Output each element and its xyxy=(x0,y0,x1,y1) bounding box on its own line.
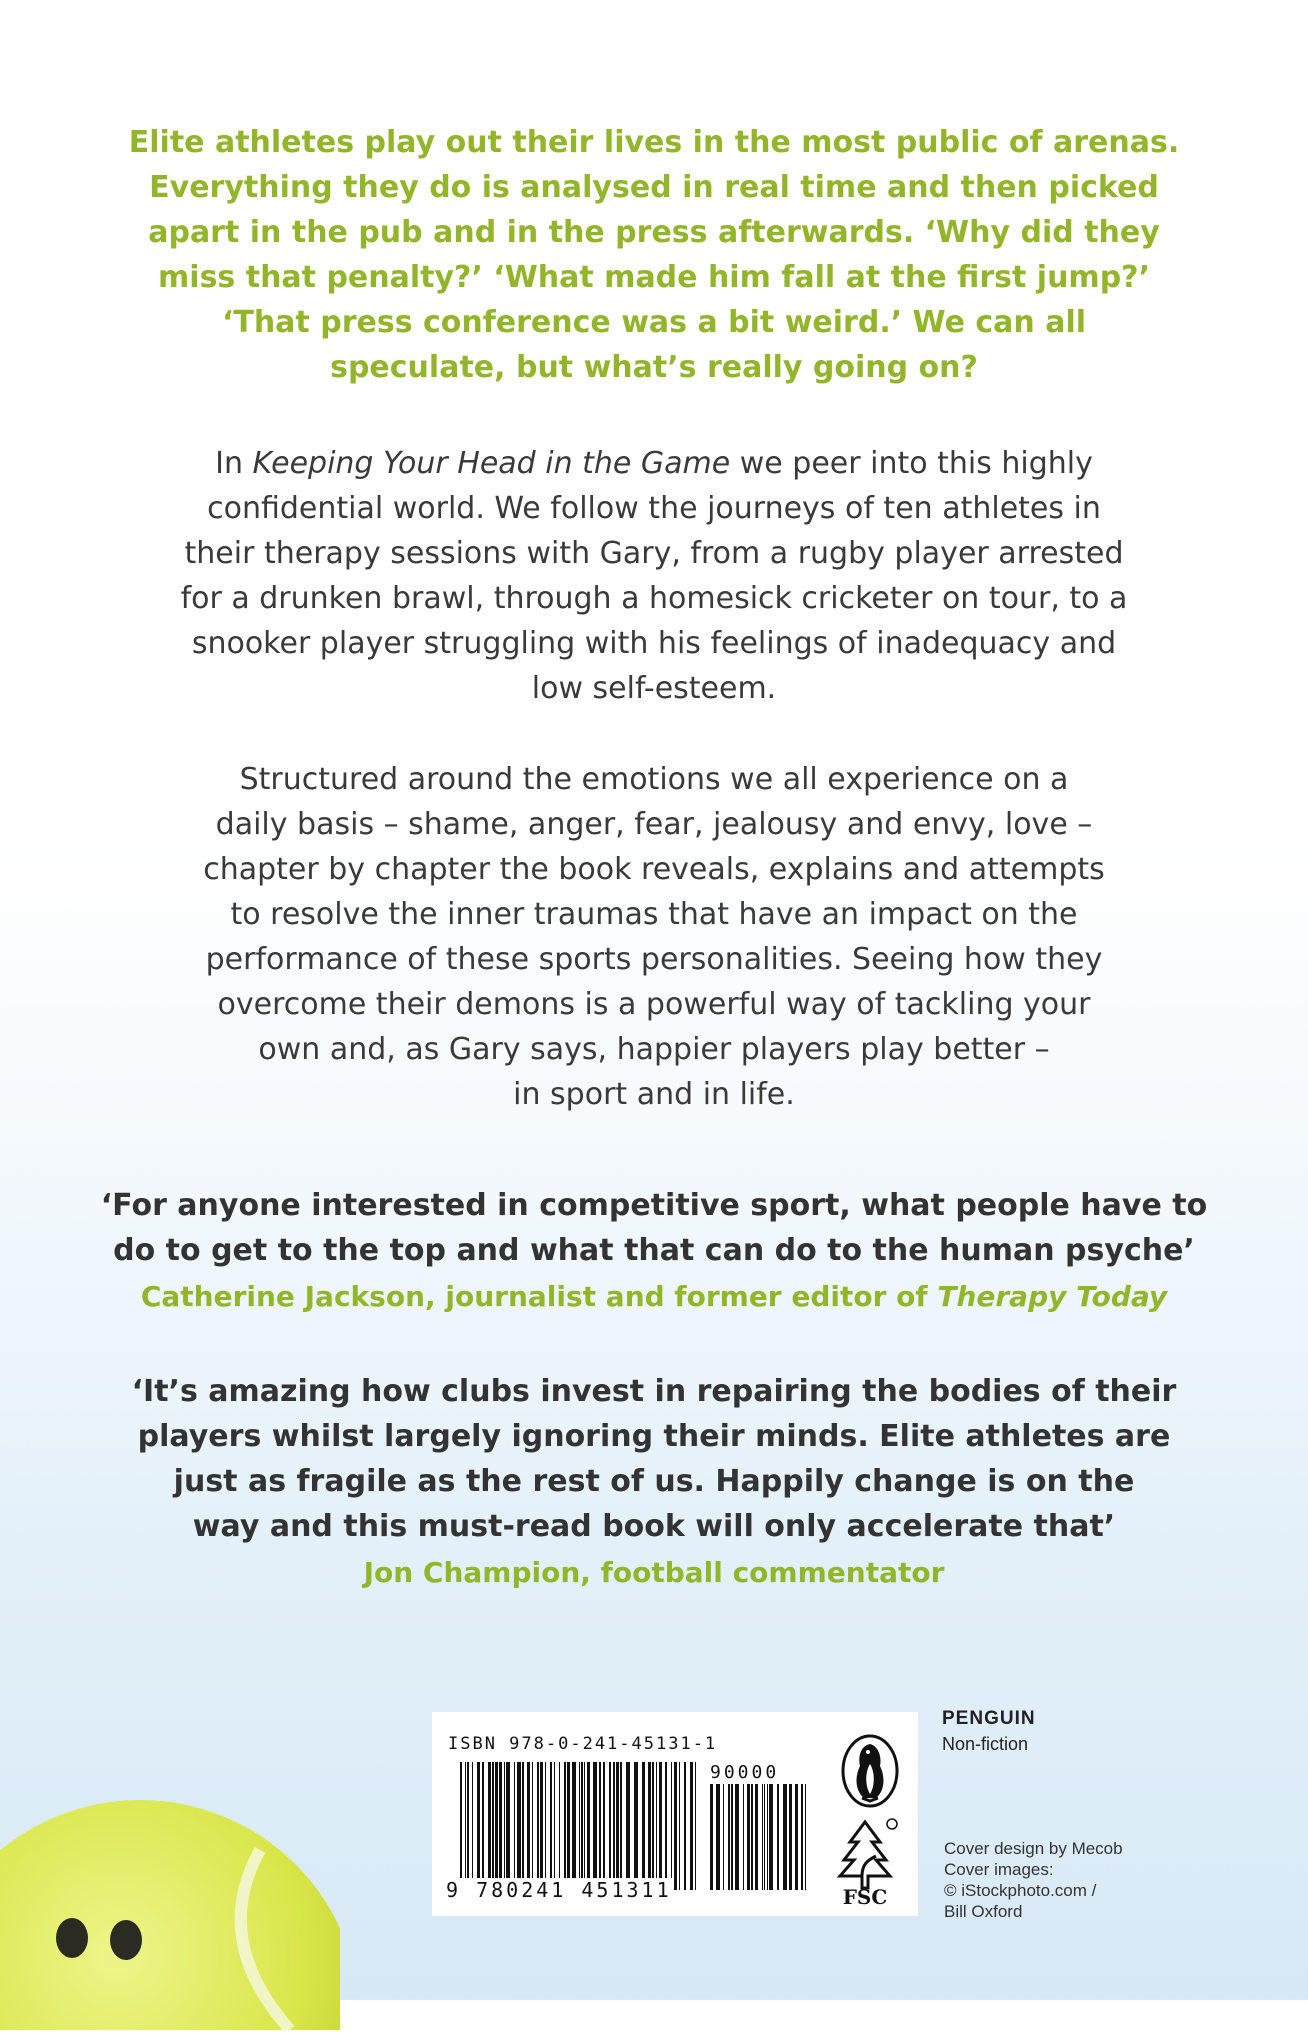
barcode-stripe xyxy=(581,1762,583,1890)
quote-line: way and this must-read book will only accelerate that’ xyxy=(192,1509,1116,1544)
barcode-stripe xyxy=(801,1784,803,1890)
barcode-stripe xyxy=(492,1762,494,1890)
quote-line: ‘For anyone interested in competitive sport, what people have to xyxy=(100,1188,1208,1223)
barcode-stripe xyxy=(495,1762,498,1890)
barcode-stripe xyxy=(783,1784,787,1890)
barcode-stripe xyxy=(764,1784,765,1890)
barcode-stripe xyxy=(537,1762,539,1890)
barcode-stripe xyxy=(472,1762,473,1890)
barcode-stripe xyxy=(659,1762,662,1890)
barcode-stripe xyxy=(554,1762,555,1890)
barcode-stripe xyxy=(777,1784,779,1890)
barcode-stripe xyxy=(671,1762,672,1890)
barcode-stripe xyxy=(567,1762,570,1890)
text-fragment: we peer into this highly xyxy=(730,446,1093,481)
cover-credits xyxy=(944,1838,1123,1922)
quote-line: do to get to the top and what that can do to the human psyche’ xyxy=(113,1233,1195,1268)
lead-paragraph xyxy=(0,120,1308,390)
quote-line: just as fragile as the rest of us. Happily change is on the xyxy=(173,1464,1135,1499)
barcode-panel xyxy=(432,1712,918,1916)
barcode-stripe xyxy=(795,1784,798,1890)
body-line: to resolve the inner traumas that have an impact on the xyxy=(230,897,1078,932)
barcode-stripe xyxy=(609,1762,611,1890)
barcode-stripe xyxy=(506,1762,510,1890)
publisher-imprint xyxy=(942,1708,1036,1755)
price-barcode xyxy=(710,1784,806,1890)
barcode-stripe xyxy=(482,1762,484,1890)
barcode-stripe xyxy=(504,1762,505,1890)
barcode-stripe xyxy=(467,1762,469,1890)
attribution-text: Catherine Jackson, journalist and former editor of xyxy=(140,1280,938,1313)
lead-line: Everything they do is analysed in real time and then picked xyxy=(149,170,1159,205)
lead-line: ‘That press conference was a bit weird.’ We can all xyxy=(221,305,1087,340)
barcode-stripe xyxy=(789,1784,792,1890)
text-fragment: In xyxy=(215,446,253,481)
barcode-stripe xyxy=(613,1762,615,1890)
barcode-stripe xyxy=(674,1762,677,1890)
barcode-stripe xyxy=(550,1762,552,1890)
barcode-stripe xyxy=(684,1762,686,1890)
barcode-stripe xyxy=(665,1762,667,1890)
barcode-stripe xyxy=(545,1762,546,1890)
barcode-stripe xyxy=(564,1762,566,1890)
lead-line: Elite athletes play out their lives in the most public of arenas. xyxy=(128,125,1180,160)
quote-attribution: Jon Champion, football commentator xyxy=(363,1556,945,1589)
barcode-stripe xyxy=(559,1762,560,1890)
barcode-stripe xyxy=(488,1762,491,1890)
body-line: overcome their demons is a powerful way of tackling your xyxy=(217,987,1091,1022)
barcode-stripe xyxy=(634,1762,638,1890)
barcode-stripe xyxy=(747,1784,750,1890)
barcode-stripe xyxy=(695,1762,696,1890)
body-line: own and, as Gary says, happier players play better – xyxy=(258,1032,1050,1067)
tennis-ball-image xyxy=(0,1790,340,2034)
body-line: Structured around the emotions we all experience on a xyxy=(239,762,1069,797)
credit-line: Cover images: xyxy=(944,1860,1054,1879)
barcode-stripe xyxy=(723,1784,724,1890)
body-line: their therapy sessions with Gary, from a rugby player arrested xyxy=(184,536,1124,571)
barcode-stripe xyxy=(522,1762,524,1890)
review-quote-1 xyxy=(0,1183,1308,1317)
barcode-stripe xyxy=(579,1762,580,1890)
barcode-stripe xyxy=(593,1762,597,1890)
body-line xyxy=(0,441,1308,486)
body-line: chapter by chapter the book reveals, explains and attempts xyxy=(203,852,1105,887)
barcode-stripe xyxy=(769,1784,773,1890)
quote-line: players whilst largely ignoring their minds. Elite athletes are xyxy=(137,1419,1171,1454)
body-line: confidential world. We follow the journeys of ten athletes in xyxy=(207,491,1101,526)
book-title: Keeping Your Head in the Game xyxy=(252,446,731,481)
body-line: daily basis – shame, anger, fear, jealousy and envy, love – xyxy=(215,807,1093,842)
barcode-stripe xyxy=(767,1784,768,1890)
body-line: in sport and in life. xyxy=(513,1077,795,1112)
barcode-stripe xyxy=(599,1762,601,1890)
description-paragraph-1 xyxy=(0,441,1308,711)
publisher-name: PENGUIN xyxy=(942,1708,1036,1729)
barcode-stripe xyxy=(465,1762,466,1890)
barcode-stripe xyxy=(532,1762,533,1890)
tennis-ball-icon xyxy=(0,1790,340,2030)
barcode-stripe xyxy=(642,1762,645,1890)
barcode-stripe xyxy=(603,1762,605,1890)
barcode-stripe xyxy=(648,1762,651,1890)
barcode-stripe xyxy=(656,1762,657,1890)
price-code: 90000 xyxy=(710,1762,780,1783)
barcode-stripe xyxy=(710,1784,713,1890)
fsc-logo-icon xyxy=(830,1816,900,1906)
body-line: snooker player struggling with his feelings of inadequacy and xyxy=(191,626,1117,661)
barcode-stripe xyxy=(616,1762,619,1890)
barcode-stripe xyxy=(527,1762,530,1890)
lead-line: speculate, but what’s really going on? xyxy=(330,350,978,385)
lead-line: miss that penalty?’ ‘What made him fall at the first jump?’ xyxy=(158,260,1150,295)
body-line: low self-esteem. xyxy=(531,671,777,706)
barcode-stripe xyxy=(587,1762,590,1890)
barcode-stripe xyxy=(620,1762,622,1890)
barcode-stripe xyxy=(716,1784,720,1890)
magazine-title: Therapy Today xyxy=(937,1280,1168,1313)
barcode-stripe xyxy=(735,1784,739,1890)
lead-line: apart in the pub and in the press afterwards. ‘Why did they xyxy=(148,215,1160,250)
description-paragraph-2 xyxy=(0,757,1308,1117)
penguin-logo-icon xyxy=(840,1734,900,1808)
barcode-stripe xyxy=(514,1762,515,1890)
barcode-stripe xyxy=(755,1784,758,1890)
barcode-stripe xyxy=(517,1762,521,1890)
credit-line: Cover design by Mecob xyxy=(944,1839,1123,1858)
credit-line: © iStockphoto.com / xyxy=(944,1881,1097,1900)
barcode-digits: 9 780241 451311 xyxy=(446,1878,672,1902)
barcode-stripe xyxy=(652,1762,654,1890)
barcode-stripe xyxy=(584,1762,585,1890)
barcode-stripe xyxy=(460,1762,462,1890)
barcode-stripe xyxy=(728,1784,730,1890)
quote-line: ‘It’s amazing how clubs invest in repairing the bodies of their xyxy=(131,1374,1177,1409)
body-line: for a drunken brawl, through a homesick cricketer on tour, to a xyxy=(180,581,1128,616)
barcode-stripe xyxy=(679,1762,680,1890)
isbn-barcode xyxy=(460,1762,700,1890)
genre-label: Non-fiction xyxy=(942,1734,1029,1754)
barcode-stripe xyxy=(731,1784,733,1890)
barcode-stripe xyxy=(477,1762,480,1890)
barcode-stripe xyxy=(690,1762,693,1890)
body-line: performance of these sports personalities. Seeing how they xyxy=(205,942,1103,977)
barcode-stripe xyxy=(499,1762,502,1890)
quote-attribution xyxy=(0,1277,1308,1317)
barcode-stripe xyxy=(762,1784,763,1890)
credit-line: Bill Oxford xyxy=(944,1902,1023,1921)
barcode-stripe xyxy=(572,1762,576,1890)
fsc-logo-lettering: FSC xyxy=(842,1885,888,1906)
barcode-stripe xyxy=(805,1784,806,1890)
review-quote-2 xyxy=(0,1369,1308,1593)
barcode-stripe xyxy=(626,1762,630,1890)
isbn-label: ISBN 978-0-241-45131-1 xyxy=(448,1734,718,1754)
barcode-stripe xyxy=(540,1762,543,1890)
barcode-stripe xyxy=(743,1784,744,1890)
barcode-stripe xyxy=(751,1784,753,1890)
